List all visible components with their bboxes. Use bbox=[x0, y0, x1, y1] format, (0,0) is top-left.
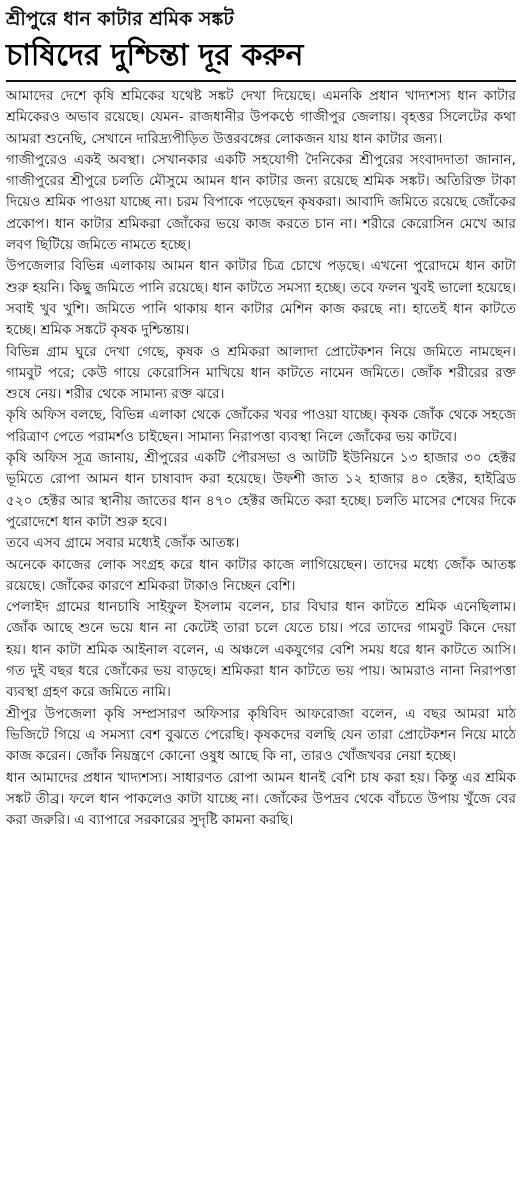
article-paragraph: ধান আমাদের প্রধান খাদ্যশস্য। সাধারণত রোপা আমন ধানই বেশি চাষ করা হয়। কিন্তু এর শ্রমিক সঙ্কট তীব্র। ফলে ধান পাকলেও কাটা যাচ্ছে না। জোঁকের উপদ্রব থেকে বাঁচতে উপায় খুঁজে বের করা জরুরি। এ ব্যাপারে সরকারের সুদৃষ্টি কামনা করছি। bbox=[6, 769, 516, 829]
article-paragraph: উপজেলার বিভিন্ন এলাকায় আমন ধান কাটার চিত্র চোখে পড়ছে। এখনো পুরোদমে ধান কাটা শুরু হয়নি। কিছু জমিতে পানি রয়েছে। ধান কাটতে সমস্যা হচ্ছে। তবে ফলন খুবই ভালো হয়েছে। সবাই খুব খুশি। জমিতে পানি থাকায় ধান কাটার মেশিন কাজ করছে না। হাতেই ধান কাটতে হচ্ছে। শ্রমিক সঙ্কটে কৃষক দুশ্চিন্তায়। bbox=[6, 258, 516, 339]
article-paragraph: শ্রীপুর উপজেলা কৃষি সম্প্রসারণ অফিসার কৃষিবিদ আফরোজা বলেন, এ বছর আমরা মাঠ ভিজিটে গিয়ে এ সমস্যা বেশ বুঝতে পেরেছি। কৃষকদের বলছি যেন তারা প্রোটেকশন নিয়ে মাঠে কাজ করেন। জোঁক নিয়ন্ত্রণে কোনো ওষুধ আছে কি না, তারও খোঁজখবর নেয়া হচ্ছে। bbox=[6, 705, 516, 765]
article-paragraph: কৃষি অফিস সূত্র জানায়, শ্রীপুরের একটি পৌরসভা ও আটটি ইউনিয়নে ১৩ হাজার ৩০ হেক্টর ভূমিতে রোপা আমন ধান চাষাবাদ করা হয়েছে। উফশী জাত ১২ হাজার ৪০ হেক্টর, হাইব্রিড ৫২০ হেক্টর আর স্থানীয় জাতের ধান ৪৭০ হেক্টর জমিতে করা হচ্ছে। চলতি মাসের শেষের দিকে পুরোদেশে ধান কাটা শুরু হবে। bbox=[6, 450, 516, 530]
article-headline: চাষিদের দুশ্চিন্তা দূর করুন bbox=[6, 36, 516, 82]
article-paragraph: পেলাইদ গ্রামের ধানচাষি সাইফুল ইসলাম বলেন, চার বিঘার ধান কাটতে শ্রমিক এনেছিলাম। জোঁক আছে শুনে ভয়ে ধান না কেটেই তারা চলে যেতে চায়। পরে তাদের গামবুট কিনে দেয়া হয়। ধান কাটা শ্রমিক আইনাল বলেন, এ অঞ্চলে একযুগের বেশি সময় ধরে ধান কাটতে আসি। গত দুই বছর ধরে জোঁকের ভয় বাড়ছে। শ্রমিকরা ধান কাটতে ভয় পায়। আমরাও নানা নিরাপত্তা ব্যবস্থা গ্রহণ করে জমিতে নামি। bbox=[6, 599, 516, 701]
article-paragraph: গাজীপুরেও একই অবস্থা। সেখানকার একটি সহযোগী দৈনিকের শ্রীপুরের সংবাদদাতা জানান, গাজীপুরের শ্রীপুরে চলতি মৌসুমে আমন ধান কাটার জন্য রয়েছে শ্রমিক সঙ্কট। অতিরিক্ত টাকা দিয়েও শ্রমিক পাওয়া যাচ্ছে না। চরম বিপাকে পড়েছেন কৃষকরা। আবাদি জমিতে রয়েছে জোঁকের প্রকোপ। ধান কাটার শ্রমিকরা জোঁকের ভয়ে কাজ করতে চান না। শরীরে কেরোসিন মেখে আর লবণ ছিটিয়ে জমিতে নামতে হচ্ছে। bbox=[6, 151, 516, 254]
article-paragraph: বিভিন্ন গ্রাম ঘুরে দেখা গেছে, কৃষক ও শ্রমিকরা আলাদা প্রোটেকশন নিয়ে জমিতে নামছেন। গামবুট পরে; কেউ গায়ে কেরোসিন মাখিয়ে ধান কাটতে নামেন জমিতে। জোঁক শরীরের রক্ত শুষে নেয়। শরীর থেকে সামান্য রক্ত ঝরে। bbox=[6, 343, 516, 403]
article-body bbox=[0, 82, 522, 831]
article-kicker: শ্রীপুরে ধান কাটার শ্রমিক সঙ্কট bbox=[6, 8, 234, 30]
headline-block bbox=[0, 0, 522, 82]
article-paragraph: আমাদের দেশে কৃষি শ্রমিকের যথেষ্ট সঙ্কট দেখা দিয়েছে। এমনকি প্রধান খাদ্যশস্য ধান কাটার শ্রমিকেরও অভাব রয়েছে। যেমন- রাজধানীর উপকণ্ঠে গাজীপুর জেলায়। বৃহত্তর সিলেটের কথা আমরা শুনেছি, সেখানে দারিদ্র্যপীড়িত উত্তরবঙ্গের লোকজন যায় ধান কাটার জন্য। bbox=[6, 88, 516, 147]
article-paragraph: অনেকে কাজের লোক সংগ্রহ করে ধান কাটার কাজে লাগিয়েছেন। তাদের মধ্যে জোঁক আতঙ্ক রয়েছে। জোঁকের কারণে শ্রমিকরা টাকাও নিচ্ছেন বেশি। bbox=[6, 556, 516, 594]
article-paragraph: কৃষি অফিস বলছে, বিভিন্ন এলাকা থেকে জোঁকের খবর পাওয়া যাচ্ছে। কৃষক জোঁক থেকে সহজে পরিত্রাণ পেতে পরামর্শও চাইছেন। সামান্য নিরাপত্তা ব্যবস্থা নিলে জোঁকের ভয় কাটবে। bbox=[6, 407, 516, 445]
article-paragraph: তবে এসব গ্রামে সবার মধ্যেই জোঁক আতঙ্ক। bbox=[6, 535, 240, 552]
